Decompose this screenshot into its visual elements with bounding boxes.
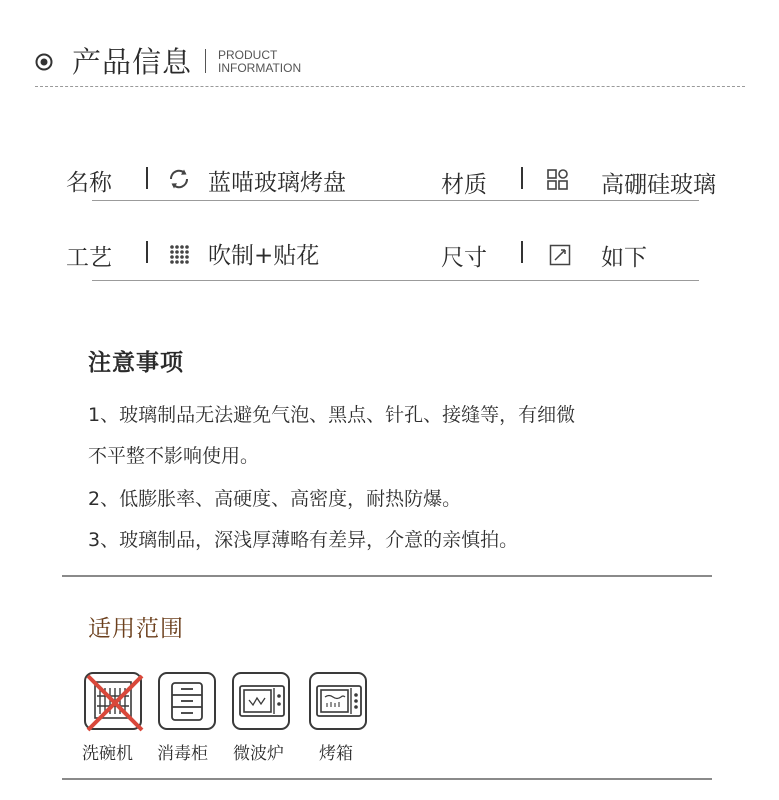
spec-value-name: 蓝喵玻璃烤盘 <box>208 170 346 196</box>
usage-label-microwave: 微波炉 <box>233 744 284 764</box>
oven-icon <box>309 672 367 730</box>
spec-separator <box>146 167 148 189</box>
usage-label-sterilizer: 消毒柜 <box>157 744 208 764</box>
target-circle-icon <box>35 53 53 71</box>
spec-label-material: 材质 <box>441 172 487 198</box>
measure-icon <box>549 244 571 266</box>
section-divider <box>62 575 712 577</box>
note-line-1-cont: 不平整不影响使用。 <box>88 445 260 467</box>
section-divider-bottom <box>62 778 712 780</box>
spec-value-size: 如下 <box>601 245 647 271</box>
page-title: 产品信息 <box>72 45 193 79</box>
spec-value-material: 高硼硅玻璃 <box>601 172 716 198</box>
spec-row-divider <box>92 200 699 201</box>
spec-label-size: 尺寸 <box>441 245 487 271</box>
note-line-1: 1、玻璃制品无法避免气泡、黑点、针孔、接缝等，有细微 <box>88 404 576 426</box>
usage-label-dishwasher: 洗碗机 <box>82 744 133 764</box>
usage-label-oven: 烤箱 <box>319 744 353 764</box>
spec-row-divider <box>92 280 699 281</box>
spec-label-craft: 工艺 <box>66 245 112 271</box>
sterilizer-cabinet-icon <box>158 672 216 730</box>
spec-separator <box>521 241 523 263</box>
dot-grid-icon <box>169 244 189 264</box>
notes-title: 注意事项 <box>88 350 184 376</box>
header-dashed-divider <box>35 86 745 87</box>
title-english: PRODUCT INFORMATION <box>218 48 302 75</box>
spec-label-name: 名称 <box>66 170 112 196</box>
refresh-icon <box>167 167 191 191</box>
material-grid-icon <box>546 168 570 192</box>
microwave-icon <box>232 672 290 730</box>
spec-separator <box>521 167 523 189</box>
note-line-3: 3、玻璃制品，深浅厚薄略有差异，介意的亲慎拍。 <box>88 529 519 551</box>
usage-title: 适用范围 <box>88 616 184 642</box>
spec-value-craft: 吹制+贴花 <box>208 243 320 269</box>
note-line-2: 2、低膨胀率、高硬度、高密度，耐热防爆。 <box>88 488 462 510</box>
spec-separator <box>146 241 148 263</box>
dishwasher-icon <box>84 672 142 730</box>
title-divider <box>205 49 206 73</box>
